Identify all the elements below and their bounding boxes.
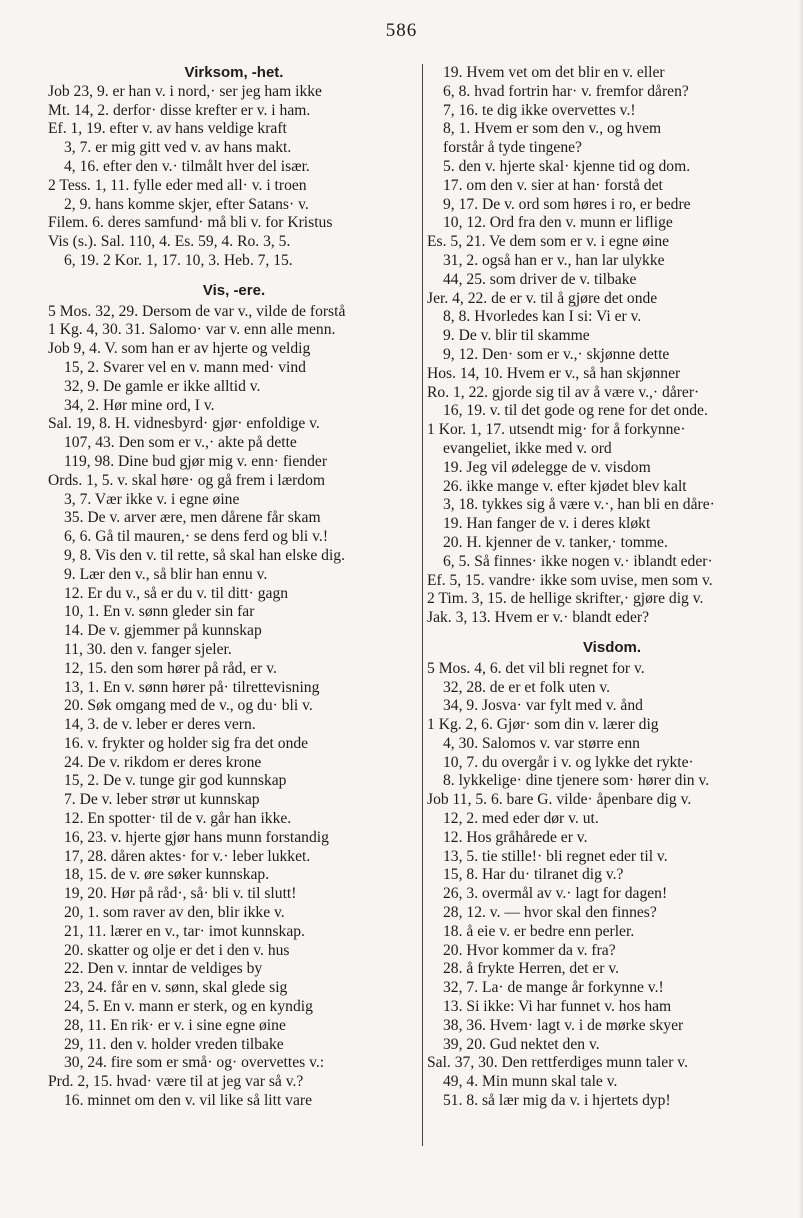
concordance-entry: 19, 20. Hør på råd·, så· bli v. til slutt! [64, 885, 297, 903]
concordance-entry: 24, 5. En v. mann er sterk, og en kyndig [64, 998, 313, 1016]
concordance-entry: Jer. 4, 22. de er v. til å gjøre det onde [427, 289, 658, 307]
concordance-entry: 18. å eie v. er bedre enn perler. [443, 922, 635, 940]
concordance-entry: 34, 2. Hør mine ord, I v. [64, 396, 215, 414]
concordance-entry: 9, 17. De v. ord som høres i ro, er bedre [443, 195, 691, 213]
concordance-entry: 13, 1. En v. sønn hører på· tilrettevisning [64, 678, 320, 696]
concordance-entry: 6, 5. Så finnes· ikke nogen v.· iblandt eder· [443, 552, 713, 570]
concordance-entry: 38, 36. Hvem· lagt v. i de mørke skyer [443, 1016, 684, 1034]
concordance-entry: 19. Jeg vil ødelegge de v. visdom [443, 458, 651, 476]
concordance-entry: 20, 1. som raver av den, blir ikke v. [64, 904, 285, 922]
concordance-entry: 19. Hvem vet om det blir en v. eller [443, 64, 665, 81]
concordance-entry: 9, 8. Vis den v. til rette, så skal han elske dig. [64, 546, 345, 564]
concordance-entry: forstår å tyde tingene? [443, 139, 582, 157]
concordance-entry: Job 9, 4. V. som han er av hjerte og veldig [48, 340, 311, 358]
concordance-entry: 16, 19. v. til det gode og rene for det onde. [443, 402, 708, 420]
concordance-entry: Ords. 1, 5. v. skal høre· og gå frem i lærdom [48, 471, 326, 489]
concordance-entry: 8, 1. Hvem er som den v., og hvem [443, 120, 662, 138]
concordance-entry: 30, 24. fire som er små· og· overvettes v.: [64, 1054, 325, 1072]
concordance-entry: 19. Han fanger de v. i deres kløkt [443, 515, 651, 533]
right-column [427, 64, 797, 1111]
concordance-entry: 1 Kg. 2, 6. Gjør· som din v. lærer dig [427, 716, 659, 734]
concordance-entry: 6, 8. hvad fortrin har· v. fremfor dåren? [443, 82, 689, 100]
concordance-entry: 8. lykkelige· dine tjenere som· hører din v. [443, 772, 710, 790]
concordance-entry: Job 11, 5. 6. bare G. vilde· åpenbare dig v. [427, 791, 692, 809]
concordance-entry: Filem. 6. deres samfund· må bli v. for Kristus [48, 214, 333, 232]
concordance-entry: 22. Den v. inntar de veldiges by [64, 960, 263, 978]
concordance-entry: 28. å frykte Herren, det er v. [443, 960, 620, 978]
concordance-entry: 21, 11. lærer en v., tar· imot kunnskap. [64, 922, 305, 940]
concordance-entry: 9, 12. Den· som er v.,· skjønne dette [443, 345, 670, 363]
concordance-entry: Sal. 19, 8. H. vidnesbyrd· gjør· enfoldige v. [48, 415, 320, 433]
concordance-entry: 28, 11. En rik· er v. i sine egne øine [64, 1016, 286, 1034]
concordance-entry: 15, 8. Har du· tilranet dig v.? [443, 866, 624, 884]
concordance-entry: 20. Søk omgang med de v., og du· bli v. [64, 697, 313, 715]
concordance-entry: 7, 16. te dig ikke overvettes v.! [443, 101, 636, 119]
concordance-entry: evangeliet, ikke med v. ord [443, 439, 612, 457]
column-divider [422, 64, 423, 1146]
concordance-entry: 20. skatter og olje er det i den v. hus [64, 941, 290, 959]
concordance-entry: 35. De v. arver ære, men dårene får skam [64, 509, 321, 527]
concordance-entry: 32, 28. de er et folk uten v. [443, 678, 611, 696]
concordance-entry: 3, 18. tykkes sig å være v.·, han bli en dåre· [443, 496, 715, 514]
concordance-entry: 10, 12. Ord fra den v. munn er liflige [443, 214, 673, 232]
concordance-entry: Sal. 37, 30. Den rettferdiges munn taler v. [427, 1054, 688, 1072]
concordance-entry: 16, 23. v. hjerte gjør hans munn forstandig [64, 828, 329, 846]
section-heading: Vis, -ere. [202, 281, 266, 299]
concordance-entry: Job 23, 9. er han v. i nord,· ser jeg ham ikke [48, 82, 322, 100]
concordance-entry: 6, 19. 2 Kor. 1, 17. 10, 3. Heb. 7, 15. [64, 251, 293, 269]
concordance-entry: 24. De v. rikdom er deres krone [64, 753, 262, 771]
concordance-entry: 11, 30. den v. fanger sjeler. [64, 640, 232, 658]
concordance-entry: Hos. 14, 10. Hvem er v., så han skjønner [427, 364, 681, 382]
concordance-entry: 14, 3. de v. leber er deres vern. [64, 716, 256, 734]
concordance-entry: Ro. 1, 22. gjorde sig til av å være v.,· dårer· [427, 383, 700, 401]
concordance-entry: 107, 43. Den som er v.,· akte på dette [64, 434, 297, 452]
concordance-entry: Ef. 5, 15. vandre· ikke som uvise, men som v. [427, 571, 713, 589]
concordance-entry: 12. En spotter· til de v. går han ikke. [64, 810, 292, 828]
concordance-entry: 18, 15. de v. øre søker kunnskap. [64, 866, 270, 884]
left-column [48, 64, 420, 1111]
concordance-entry: 4, 16. efter den v.· tilmålt hver del især. [64, 157, 310, 175]
concordance-entry: Vis (s.). Sal. 110, 4. Es. 59, 4. Ro. 3, 5. [48, 233, 291, 251]
concordance-entry: 3, 7. Vær ikke v. i egne øine [64, 490, 240, 508]
concordance-entry: 9. De v. blir til skamme [443, 327, 590, 345]
concordance-entry: 15, 2. De v. tunge gir god kunnskap [64, 772, 287, 790]
concordance-entry: 10, 7. du overgår i v. og lykke det rykte· [443, 753, 694, 771]
concordance-entry: Prd. 2, 15. hvad· være til at jeg var så v.? [48, 1073, 304, 1091]
concordance-entry: 1 Kor. 1, 17. utsendt mig· for å forkynne· [427, 421, 686, 439]
concordance-entry: 10, 1. En v. sønn gleder sin far [64, 603, 255, 621]
concordance-entry: 20. H. kjenner de v. tanker,· tomme. [443, 533, 668, 551]
concordance-entry: 4, 30. Salomos v. var større enn [443, 734, 640, 752]
concordance-entry: 6, 6. Gå til mauren,· se dens ferd og bli v.! [64, 528, 329, 546]
concordance-entry: 2 Tim. 3, 15. de hellige skrifter,· gjøre dig v. [427, 590, 704, 608]
concordance-entry: 26. ikke mange v. efter kjødet blev kalt [443, 477, 687, 495]
concordance-entry: 39, 20. Gud nektet den v. [443, 1035, 600, 1053]
concordance-entry: 26, 3. overmål av v.· lagt for dagen! [443, 885, 668, 903]
concordance-entry: 17. om den v. sier at han· forstå det [443, 176, 663, 194]
concordance-entry: 5. den v. hjerte skal· kjenne tid og dom. [443, 157, 691, 175]
concordance-entry: 12. Er du v., så er du v. til ditt· gagn [64, 584, 289, 602]
concordance-entry: 2, 9. hans komme skjer, efter Satans· v. [64, 195, 309, 213]
concordance-entry: 15, 2. Svarer vel en v. mann med· vind [64, 358, 306, 376]
concordance-entry: 16. minnet om den v. vil like så litt vare [64, 1092, 313, 1110]
concordance-entry: 13. Si ikke: Vi har funnet v. hos ham [443, 998, 672, 1016]
concordance-entry: 12, 2. med eder dør v. ut. [443, 810, 599, 828]
page-edge [798, 0, 803, 1218]
concordance-entry: Es. 5, 21. Ve dem som er v. i egne øine [427, 233, 670, 251]
concordance-entry: 31, 2. også han er v., han lar ulykke [443, 251, 665, 269]
concordance-entry: 5 Mos. 4, 6. det vil bli regnet for v. [427, 659, 645, 677]
concordance-entry: Jak. 3, 13. Hvem er v.· blandt eder? [427, 609, 649, 627]
concordance-entry: 32, 9. De gamle er ikke alltid v. [64, 377, 261, 395]
concordance-entry: 20. Hvor kommer da v. fra? [443, 941, 616, 959]
section-heading: Virksom, -het. [184, 64, 284, 81]
concordance-entry: 119, 98. Dine bud gjør mig v. enn· fiender [64, 452, 328, 470]
concordance-entry: 51. 8. så lær mig da v. i hjertets dyp! [443, 1092, 671, 1110]
concordance-entry: 29, 11. den v. holder vreden tilbake [64, 1035, 284, 1053]
page-number: 586 [385, 20, 418, 41]
concordance-entry: 14. De v. gjemmer på kunnskap [64, 622, 262, 640]
concordance-entry: 12, 15. den som hører på råd, er v. [64, 659, 277, 677]
concordance-entry: 3, 7. er mig gitt ved v. av hans makt. [64, 139, 292, 157]
concordance-entry: Ef. 1, 19. efter v. av hans veldige kraft [48, 120, 287, 138]
concordance-entry: 28, 12. v. — hvor skal den finnes? [443, 904, 657, 922]
concordance-entry: 16. v. frykter og holder sig fra det onde [64, 734, 309, 752]
concordance-entry: 9. Lær den v., så blir han ennu v. [64, 565, 268, 583]
concordance-entry: 1 Kg. 4, 30. 31. Salomo· var v. enn alle menn. [48, 321, 336, 339]
concordance-entry: 2 Tess. 1, 11. fylle eder med all· v. i troen [48, 176, 307, 194]
concordance-entry: 44, 25. som driver de v. tilbake [443, 270, 637, 288]
concordance-entry: 5 Mos. 32, 29. Dersom de var v., vilde de forstå [48, 302, 346, 320]
concordance-entry: 7. De v. leber strør ut kunnskap [64, 791, 260, 809]
concordance-entry: Mt. 14, 2. derfor· disse krefter er v. i ham. [48, 101, 311, 119]
concordance-entry: 34, 9. Josva· var fylt med v. ånd [443, 697, 643, 715]
concordance-entry: 13, 5. tie stille!· bli regnet eder til v. [443, 847, 668, 865]
concordance-entry: 32, 7. La· de mange år forkynne v.! [443, 979, 664, 997]
concordance-entry: 17, 28. dåren aktes· for v.· leber lukket. [64, 847, 311, 865]
section-heading: Visdom. [582, 638, 642, 656]
concordance-entry: 8, 8. Hvorledes kan I si: Vi er v. [443, 308, 642, 326]
concordance-entry: 12. Hos gråhårede er v. [443, 828, 588, 846]
concordance-entry: 49, 4. Min munn skal tale v. [443, 1073, 618, 1091]
concordance-entry: 23, 24. får en v. sønn, skal glede sig [64, 979, 288, 997]
